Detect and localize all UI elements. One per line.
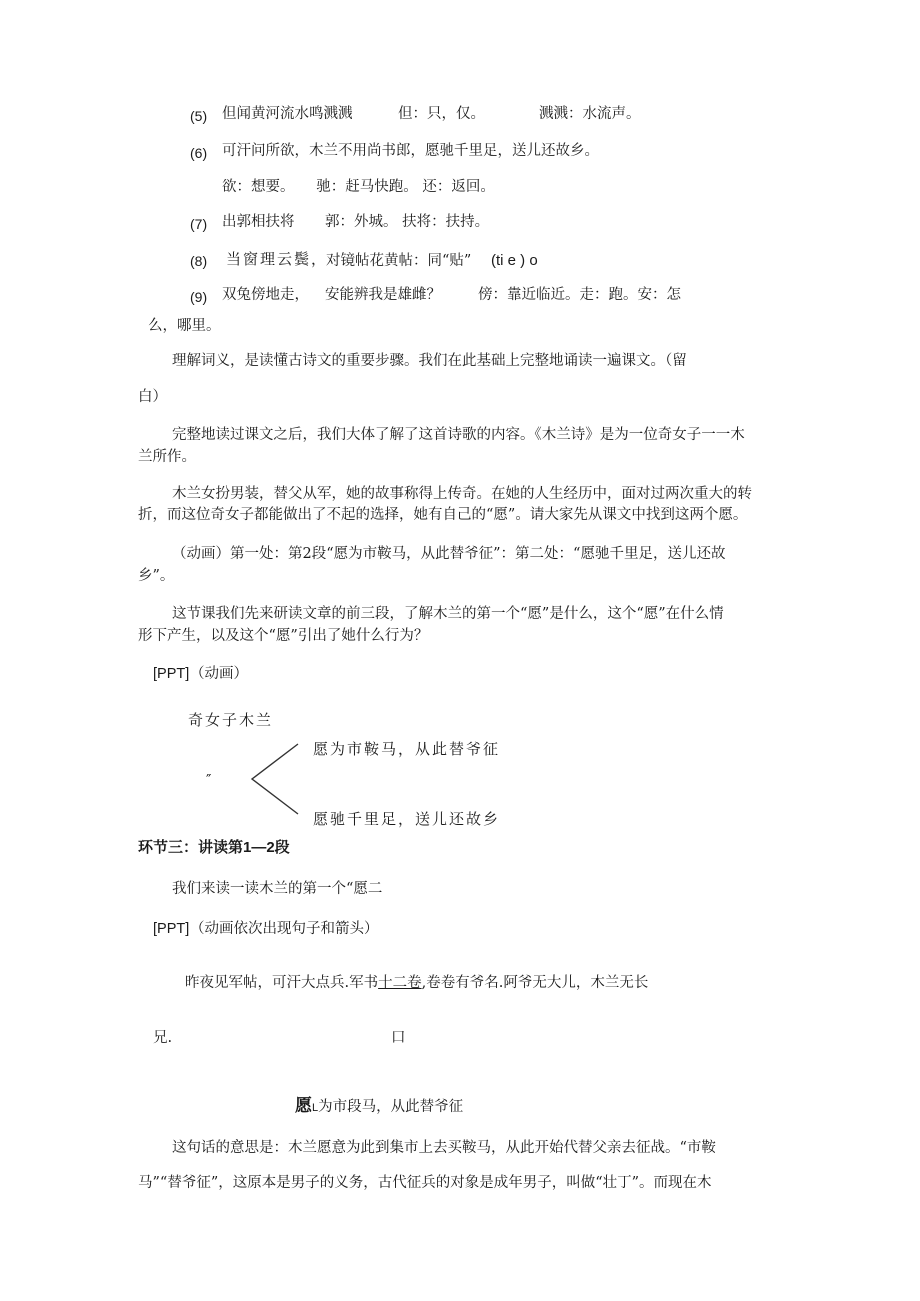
ppt-tag-2: [PPT] — [153, 921, 190, 937]
section-heading: 环节三：讲读第1—2段 — [138, 839, 290, 856]
diagram-bracket — [246, 742, 306, 816]
paragraph-1-line-2: 白） — [138, 389, 167, 405]
paragraph-7-line-1: 这句话的意思是：木兰愿意为此到集市上去买鞍马，从此开始代替父亲去征战。“市鞍 — [172, 1140, 716, 1156]
quote-box-glyph: 口 — [391, 1030, 406, 1046]
quote-underlined: 十二卷 — [378, 975, 422, 991]
item-6-gloss: 欲：想要。 驰：赶马快跑。 还：返回。 — [222, 179, 495, 195]
paragraph-1-line-1: 理解词义，是读懂古诗文的重要步骤。我们在此基础上完整地诵读一遍课文。（留 — [172, 353, 687, 369]
item-5-gloss-2: 溅溅：水流声。 — [539, 106, 641, 122]
wish-sub: L — [312, 1102, 319, 1114]
paragraph-5-line-1: 这节课我们先来研读文章的前三段，了解木兰的第一个“愿”是什么，这个“愿”在什么情 — [172, 606, 724, 622]
ppt-note-1: （动画） — [190, 666, 248, 682]
diagram-root: 奇女子木兰 — [188, 711, 274, 729]
wish-big: 愿 — [295, 1096, 312, 1115]
item-9-line-2: 安能辨我是雄雌？ — [325, 287, 441, 303]
item-9-line: 双兔傍地走， — [222, 287, 309, 303]
paragraph-3-line-1: 木兰女扮男装，替父从军，她的故事称得上传奇。在她的人生经历中，面对过两次重大的转 — [172, 486, 752, 502]
wish-line — [295, 1096, 463, 1118]
diagram-branch-2: 愿驰千里足，送儿还故乡 — [313, 810, 501, 828]
item-7-number: (7) — [190, 216, 208, 232]
item-9-number: (9) — [190, 289, 208, 305]
item-9-gloss-cont: 么，哪里。 — [148, 318, 221, 334]
item-9-gloss: 傍：靠近临近。走：跑。安：怎 — [478, 287, 681, 303]
item-5-number: (5) — [190, 108, 208, 124]
item-7-line: 出郭相扶将 — [222, 214, 295, 230]
item-8-pinyin: (ti e ) o — [491, 252, 538, 269]
item-8-gloss: 对镜帖花黄帖：同“贴” — [326, 253, 472, 269]
item-5-line: 但闻黄河流水鸣溅溅 — [222, 106, 353, 122]
item-7-gloss: 郭：外城。 扶将：扶持。 — [325, 214, 490, 230]
diagram-mark: ″ — [206, 773, 212, 789]
paragraph-3-line-2: 折，而这位奇女子都能做出了不起的选择，她有自己的“愿”。请大家先从课文中找到这两个愿。 — [138, 507, 748, 523]
paragraph-4-line-1: （动画）第一处：第2段“愿为市鞍马，从此替爷征”：第二处：“愿驰千里足，送儿还故 — [172, 546, 726, 562]
paragraph-7-line-2: 马”“替爷征”，这原本是男子的义务，古代征兵的对象是成年男子，叫做“壮丁”。而现在木 — [138, 1175, 712, 1191]
item-6-line: 可汗问所欲，木兰不用尚书郎，愿驰千里足，送儿还故乡。 — [222, 143, 599, 159]
paragraph-5-line-2: 形下产生，以及这个“愿”引出了她什么行为？ — [138, 628, 429, 644]
item-5-gloss-1: 但：只，仅。 — [398, 106, 485, 122]
quote-part-a: 昨夜见军帖，可汗大点兵.军书 — [185, 975, 379, 991]
paragraph-4-line-2: 乡”。 — [138, 568, 175, 584]
paragraph-2-line-1: 完整地读过课文之后，我们大体了解了这首诗歌的内容。《木兰诗》是为一位奇女子一一木 — [172, 427, 745, 443]
paragraph-6: 我们来读一读木兰的第一个“愿二 — [172, 881, 383, 897]
item-8-line: 当窗理云鬓， — [226, 250, 329, 268]
ppt-note-2: （动画依次出现句子和箭头） — [190, 921, 379, 937]
quote-part-b: ,卷卷有爷名.阿爷无大儿，木兰无长 — [421, 975, 649, 991]
ppt-tag-1: [PPT] — [153, 666, 190, 682]
quote-line-1 — [185, 973, 648, 993]
diagram-branch-1: 愿为市鞍马，从此替爷征 — [313, 740, 501, 758]
item-6-number: (6) — [190, 145, 208, 161]
quote-line-2: 兄. — [153, 1030, 173, 1046]
item-8-number: (8) — [190, 253, 208, 269]
paragraph-2-line-2: 兰所作。 — [138, 449, 196, 465]
wish-rest: 为市段马，从此替爷征 — [318, 1099, 464, 1115]
